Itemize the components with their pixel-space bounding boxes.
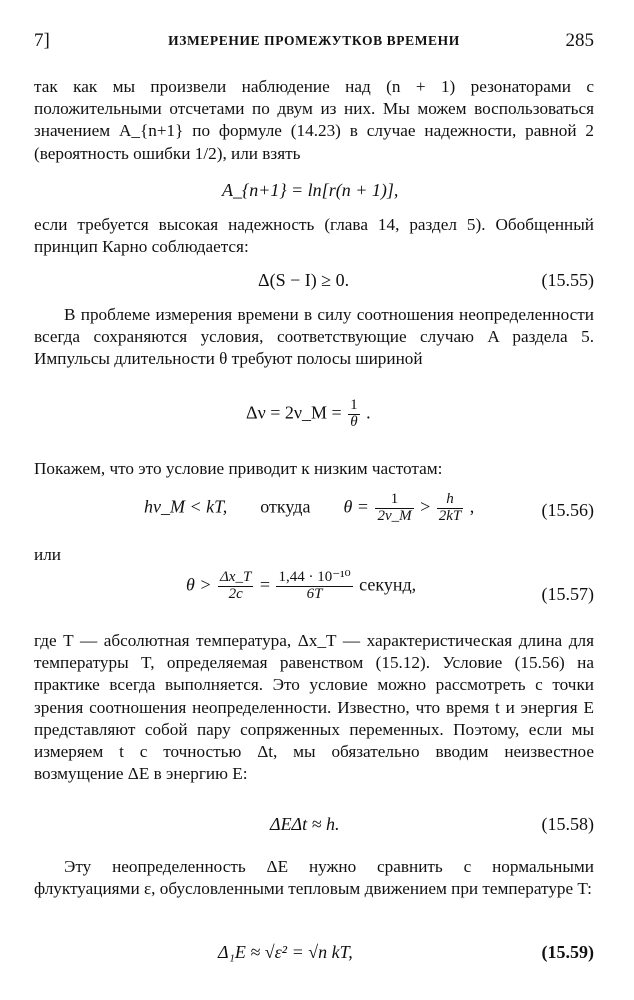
paragraph-3: В проблеме измерения времени в силу соотношения неопределенности всегда сохраняются условия, соответствующие случаю A раздела 5. Импульсы длительности θ требуют полосы шириной (34, 305, 594, 369)
fraction-1-denominator: 2ν_M (377, 507, 412, 524)
equation-15-56-fraction-2 (437, 492, 464, 525)
fraction-2-numerator: h (437, 492, 464, 509)
running-title: ИЗМЕРЕНИЕ ПРОМЕЖУТКОВ ВРЕМЕНИ (168, 33, 460, 48)
paragraph-4: Покажем, что это условие приводит к низким частотам: (34, 459, 443, 478)
equation-15-56 (34, 492, 594, 532)
paragraph-5: или (34, 545, 61, 564)
equation-b (34, 398, 594, 438)
paragraph-1: так как мы произвели наблюдение над (n + 1) резонаторами с положительными отсчетами по двум из них. Мы можем воспользоваться значением A_{n+1} по формуле (14.23) в случае надежности, равной 2 (вероятность ошибки 1/2), или взять (34, 77, 594, 163)
fraction-1-numerator: 1 (375, 492, 413, 509)
paragraph-2: если требуется высокая надежность (глава 14, раздел 5). Обобщенный принцип Карно соблюдается: (34, 215, 594, 257)
paragraph-6: где T — абсолютная температура, Δx_T — характеристическая длина для температуры T, определяемая равенством (15.12). Условие (15.56) на практике всегда выполняется. Это условие можно рассмотреть с точки зрения соотношения неопределенности. Известно, что время t и энергия E представляют собой пару сопряженных переменных. Поэтому, если мы измеряем t с точностью Δt, мы обязательно вводим неизвестное возмущение ΔE в энергию E: (34, 631, 594, 784)
equation-15-56-tail: , (469, 496, 475, 517)
equation-b-numerator: 1 (350, 397, 358, 413)
equation-15-55-body: Δ(S − I) ≥ 0. (258, 270, 350, 290)
equation-15-57-body (186, 570, 416, 603)
page-number: 285 (565, 30, 594, 51)
fraction-2-denominator: 2kT (438, 507, 462, 524)
equation-15-55-number: (15.55) (541, 270, 594, 290)
equation-15-57 (34, 570, 594, 610)
equation-15-56-lhs: hν_M < kT, (144, 496, 228, 517)
equation-b-tail: . (366, 402, 371, 423)
equation-15-56-gt: > (420, 496, 431, 517)
equation-15-56-body (144, 492, 474, 525)
equation-15-57-fraction-2 (276, 570, 352, 603)
equation-15-58-body: ΔEΔt ≈ h. (270, 814, 340, 834)
equation-15-56-number: (15.56) (541, 500, 594, 520)
equation-b-fraction (348, 398, 360, 431)
running-header (34, 30, 594, 54)
equation-b-lhs: Δν = 2ν_M = (246, 402, 342, 423)
fraction-1-numerator: Δx_T (220, 569, 252, 585)
equation-b-denominator: θ (350, 413, 358, 430)
equation-15-57-eq: = (259, 574, 270, 595)
equation-15-56-fraction-1 (375, 492, 413, 525)
equation-15-58-number: (15.58) (541, 814, 594, 834)
fraction-2-denominator: 6T (306, 585, 323, 602)
fraction-1-denominator: 2c (228, 585, 243, 602)
equation-b-body (246, 398, 371, 431)
equation-15-56-word: откуда (260, 496, 311, 517)
chapter-marker: 7] (34, 30, 50, 51)
equation-15-59-number: (15.59) (541, 942, 594, 962)
equation-15-59 (34, 942, 594, 982)
equation-15-59-body: Δ₁E ≈ √ε² = √n kT, (218, 942, 353, 962)
fraction-2-numerator: 1,44 · 10⁻¹⁰ (278, 569, 351, 585)
equation-15-57-lhs: θ > (186, 574, 212, 595)
paragraph-7: Эту неопределенность ΔE нужно сравнить с нормальными флуктуациями ε, обусловленными тепловым движением при температуре T: (34, 857, 594, 899)
equation-15-57-fraction-1 (218, 570, 253, 603)
equation-15-57-number: (15.57) (541, 584, 594, 604)
equation-15-57-unit: секунд, (359, 574, 417, 595)
equation-a-body: A_{n+1} = ln[r(n + 1)], (222, 180, 399, 200)
equation-15-56-theta: θ = (343, 496, 369, 517)
equation-15-58 (34, 814, 594, 854)
